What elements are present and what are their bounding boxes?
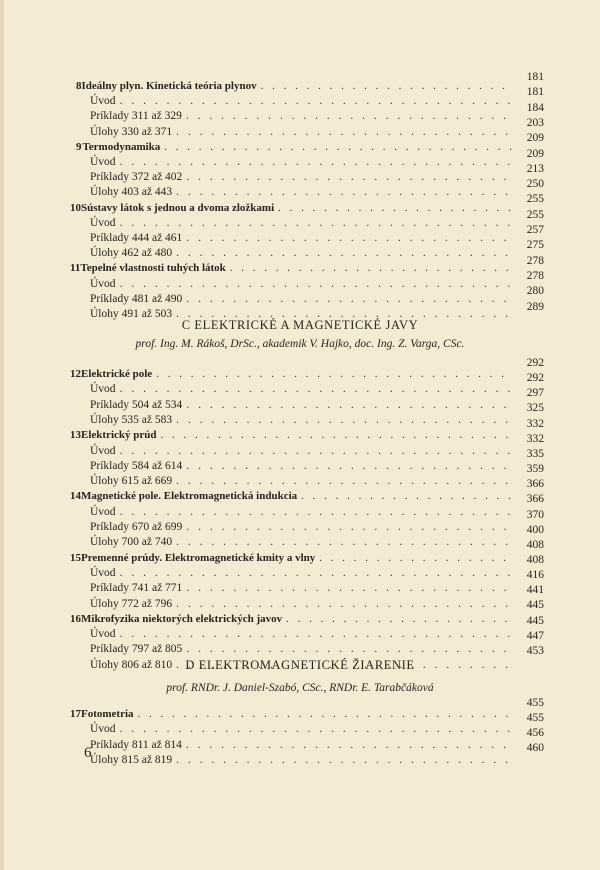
page-ref: 455 (526, 697, 544, 709)
chapter-number: 17 (70, 708, 81, 720)
page-ref: 408 (526, 553, 544, 566)
page-ref: 441 (526, 584, 544, 597)
dot-leader (120, 443, 512, 459)
entry-title: Tepelné vlastnosti tuhých látok (80, 262, 226, 275)
page-ref: 181 (526, 86, 544, 99)
dot-leader (186, 291, 512, 307)
dot-leader (120, 154, 512, 170)
chapter-number: 9 (76, 140, 82, 153)
dot-leader (120, 215, 512, 231)
entry-title: Príklady 797 až 805 (90, 643, 183, 656)
page-edge (0, 0, 4, 870)
toc-chapter-entry (70, 611, 512, 627)
toc-sub-entry (76, 412, 512, 428)
toc-sub-entry (76, 473, 512, 489)
entry-title: Úlohy 535 až 583 (90, 413, 173, 426)
page-ref: 209 (526, 147, 544, 160)
dot-leader (120, 276, 512, 292)
entry-title: Termodynamika (82, 140, 161, 153)
dot-leader (230, 260, 512, 276)
toc-sub-entry (76, 291, 512, 307)
entry-title: Príklady 372 až 402 (90, 171, 183, 184)
section-c-heading: C ELEKTRICKÉ A MAGNETICKÉ JAVY (181, 318, 419, 332)
dot-leader (186, 737, 512, 753)
toc-chapter-entry (70, 200, 512, 216)
section-d-authors: prof. RNDr. J. Daniel-Szabó, CSc., RNDr. E. Tarabčáková (166, 682, 434, 694)
page-ref: 453 (526, 644, 544, 657)
toc-chapter-entry (76, 139, 512, 155)
entry-title: Magnetické pole. Elektromagnetická indukcia (81, 490, 298, 503)
dot-leader (286, 611, 512, 627)
dot-leader (138, 706, 512, 722)
chapter-number: 16 (70, 612, 81, 625)
dot-leader (120, 721, 512, 737)
page-ref: 275 (526, 239, 544, 252)
toc-sub-entry (76, 124, 512, 140)
dot-leader (176, 124, 512, 140)
toc-sub-entry (76, 626, 512, 642)
entry-title: Úlohy 806 až 810 (90, 658, 173, 671)
page-ref: 359 (526, 463, 544, 476)
entry-title: Príklady 811 až 814 (90, 738, 182, 751)
dot-leader (176, 184, 512, 200)
page-ref: 460 (526, 742, 544, 754)
dot-leader (176, 596, 512, 612)
page-ref: 278 (526, 254, 544, 267)
toc-sub-entry (76, 752, 512, 768)
dot-leader (186, 230, 512, 246)
dot-leader (120, 565, 512, 581)
page-ref: 213 (526, 162, 544, 175)
entry-title: Úvod (90, 277, 116, 290)
toc-sub-entry (76, 596, 512, 612)
page-ref: 325 (526, 402, 544, 415)
page-ref: 456 (526, 727, 544, 739)
page-ref: 335 (526, 447, 544, 460)
page-ref: 297 (526, 387, 544, 400)
entry-title: Úlohy 772 až 796 (90, 597, 173, 610)
entry-title: Úvod (90, 95, 116, 108)
dot-leader (176, 752, 512, 768)
dot-leader (176, 534, 512, 550)
page-ref: 203 (526, 116, 544, 129)
page-ref: 278 (526, 269, 544, 282)
dot-leader (301, 488, 512, 504)
page-ref: 181 (526, 71, 544, 83)
dot-leader (120, 93, 512, 109)
dot-leader (186, 519, 512, 535)
toc-sub-entry (76, 108, 512, 124)
entry-title: Ideálny plyn. Kinetická teória plynov (81, 80, 257, 92)
page-ref: 292 (526, 357, 544, 369)
toc-chapter-entry (76, 78, 512, 94)
entry-title: Úlohy 815 až 819 (90, 753, 173, 766)
toc-sub-entry (76, 184, 512, 200)
entry-title: Úvod (90, 566, 116, 579)
toc-sub-entry (76, 737, 512, 753)
dot-leader (120, 381, 512, 397)
toc-sub-entry (76, 458, 512, 474)
page-ref: 250 (526, 178, 544, 191)
toc-sub-entry (76, 154, 512, 170)
toc-chapter-entry (70, 488, 512, 504)
entry-title: Úlohy 462 až 480 (90, 247, 173, 260)
entry-title: Príklady 504 až 534 (90, 398, 183, 411)
page-ref: 408 (526, 538, 544, 551)
toc-chapter-entry (70, 706, 512, 722)
entry-title: Úvod (90, 723, 116, 736)
entry-title: Úvod (90, 444, 116, 457)
page-ref: 289 (526, 300, 544, 313)
page-ref: 366 (526, 478, 544, 491)
entry-title: Úlohy 330 až 371 (90, 125, 173, 138)
page-ref: 332 (526, 432, 544, 445)
toc-sub-entry (76, 721, 512, 737)
toc-sub-entry (76, 565, 512, 581)
page-ref: 366 (526, 493, 544, 506)
dot-leader (186, 397, 512, 413)
page-ref: 445 (526, 614, 544, 627)
page-ref: 332 (526, 417, 544, 430)
entry-title: Sústavy látok s jednou a dvoma zložkami (81, 201, 275, 214)
toc-sub-entry (76, 504, 512, 520)
section-d-heading: D ELEKTROMAGNETICKÉ ŽIARENIE (185, 658, 415, 672)
dot-leader (176, 412, 512, 428)
page-number: 6 (84, 745, 92, 761)
entry-title: Úlohy 403 až 443 (90, 186, 173, 199)
dot-leader (186, 169, 512, 185)
toc-chapter-entry (70, 366, 512, 382)
dot-leader (186, 458, 512, 474)
entry-title: Príklady 444 až 461 (90, 232, 183, 244)
toc-sub-entry (76, 93, 512, 109)
entry-title: Elektrické pole (81, 368, 153, 380)
entry-title: Úvod (90, 505, 116, 518)
toc-sub-entry (76, 381, 512, 397)
dot-leader (176, 473, 512, 489)
page-ref: 255 (526, 208, 544, 221)
chapter-number: 13 (70, 429, 81, 442)
toc-sub-entry (76, 245, 512, 261)
dot-leader (261, 78, 512, 94)
page-ref: 455 (526, 712, 544, 724)
page-ref: 280 (526, 285, 544, 298)
dot-leader (120, 504, 512, 520)
toc-sub-entry (76, 397, 512, 413)
toc-chapter-entry (70, 427, 512, 443)
toc-sub-entry (76, 641, 512, 657)
section-c-authors: prof. Ing. M. Rákoš, DrSc., akademik V. Hajko, doc. Ing. Z. Varga, CSc. (135, 338, 465, 350)
entry-title: Úlohy 700 až 740 (90, 536, 173, 549)
page-ref: 370 (526, 508, 544, 521)
toc-sub-entry (76, 580, 512, 596)
entry-title: Úlohy 615 až 669 (90, 475, 173, 488)
page-ref: 184 (526, 101, 544, 114)
entry-title: Príklady 311 až 329 (90, 110, 182, 123)
entry-title: Úlohy 491 až 503 (90, 308, 173, 320)
dot-leader (186, 580, 512, 596)
chapter-number: 11 (70, 262, 81, 275)
dot-leader (186, 641, 512, 657)
entry-title: Úvod (90, 156, 116, 168)
dot-leader (120, 626, 512, 642)
toc-chapter-entry (70, 260, 512, 276)
entry-title: Príklady 670 až 699 (90, 521, 183, 533)
entry-title: Príklady 741 až 771 (90, 582, 183, 595)
toc-sub-entry (76, 230, 512, 246)
page-ref: 209 (526, 132, 544, 145)
entry-title: Premenné prúdy. Elektromagnetické kmity a vlny (81, 551, 316, 564)
dot-leader (278, 200, 512, 216)
page-ref: 400 (526, 523, 544, 536)
toc-sub-entry (76, 519, 512, 535)
entry-title: Úvod (90, 216, 116, 229)
page-ref: 416 (526, 569, 544, 582)
toc-chapter-entry (70, 550, 512, 566)
dot-leader (160, 427, 512, 443)
chapter-number: 10 (70, 201, 81, 214)
entry-title: Príklady 481 až 490 (90, 292, 183, 305)
dot-leader (176, 245, 512, 261)
dot-leader (319, 550, 512, 566)
toc-sub-entry (76, 443, 512, 459)
page-ref: 292 (526, 372, 544, 385)
toc-sub-entry (76, 169, 512, 185)
dot-leader (164, 139, 512, 155)
toc-sub-entry (76, 215, 512, 231)
entry-title: Fotometria (81, 708, 134, 720)
toc-sub-entry (76, 276, 512, 292)
chapter-number: 14 (70, 490, 81, 503)
chapter-number: 15 (70, 551, 81, 564)
page-ref: 257 (526, 224, 544, 236)
chapter-number: 8 (76, 80, 82, 92)
entry-title: Elektrický prúd (81, 429, 157, 442)
entry-title: Príklady 584 až 614 (90, 459, 183, 472)
dot-leader (186, 108, 512, 124)
entry-title: Úvod (90, 628, 116, 641)
dot-leader (156, 366, 512, 382)
toc-sub-entry (76, 534, 512, 550)
page-ref: 255 (526, 193, 544, 206)
page-ref: 447 (526, 629, 544, 642)
chapter-number: 12 (70, 368, 81, 380)
entry-title: Úvod (90, 383, 116, 396)
entry-title: Mikrofyzika niektorých elektrických javov (81, 612, 283, 625)
page-ref: 445 (526, 599, 544, 612)
